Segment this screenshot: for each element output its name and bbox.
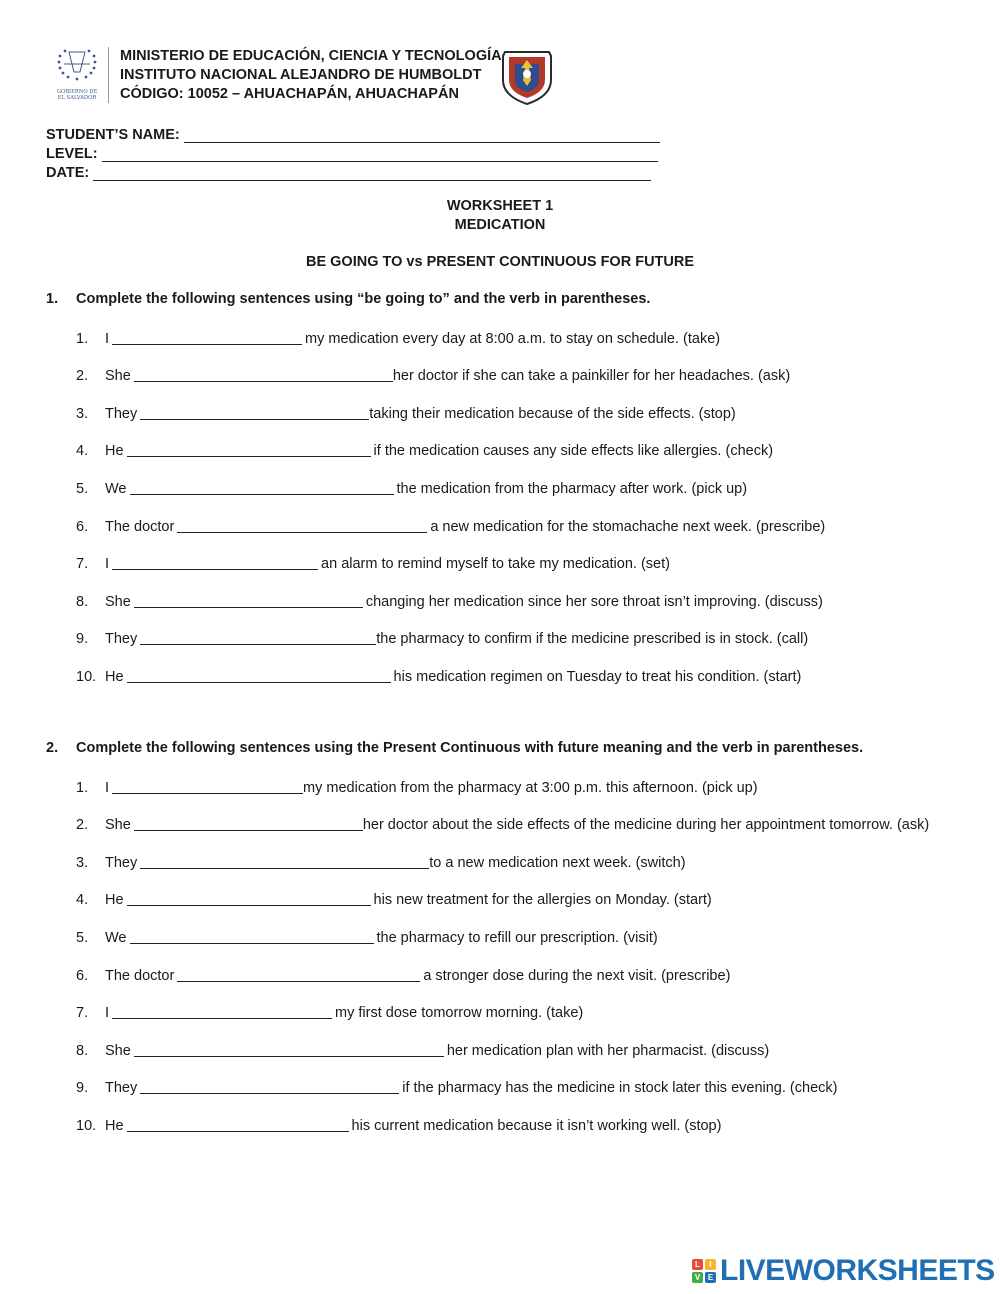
section-2-instruction-text: Complete the following sentences using the Present Continuous with future meaning and the verb in parentheses.: [76, 740, 864, 756]
grammar-subtitle: BE GOING TO vs PRESENT CONTINUOUS FOR FUTURE: [305, 254, 695, 270]
item-subject: They: [105, 1080, 138, 1097]
section-2-items: [76, 758, 929, 1134]
answer-blank[interactable]: [134, 592, 363, 608]
tile-l: L: [692, 1259, 703, 1270]
topic-title: MEDICATION: [454, 217, 546, 233]
item-subject: She: [105, 593, 131, 610]
item-number: 7.: [76, 1005, 89, 1022]
list-item: [76, 647, 825, 685]
answer-blank[interactable]: [134, 815, 363, 831]
item-text: taking their medication because of the side effects. (stop): [369, 405, 736, 422]
gov-logo-line-2: EL SALVADOR: [57, 95, 97, 101]
item-number: 3.: [76, 854, 89, 871]
gov-logo-line-1: GOBIERNO DE: [56, 89, 98, 95]
item-subject: He: [105, 892, 124, 909]
item-subject: They: [105, 854, 138, 871]
answer-blank[interactable]: [140, 1078, 399, 1094]
tile-v: V: [692, 1272, 703, 1283]
item-subject: We: [105, 929, 127, 946]
item-subject: She: [105, 817, 131, 834]
liveworksheets-logo: [692, 1254, 995, 1288]
answer-blank[interactable]: [134, 1041, 444, 1057]
item-text: a new medication for the stomachache next week. (prescribe): [430, 518, 826, 535]
gobierno-el-salvador-logo: [52, 46, 104, 104]
item-text: his medication regimen on Tuesday to treat his condition. (start): [393, 668, 802, 685]
header-divider: [108, 47, 109, 103]
item-text: the pharmacy to refill our prescription. (visit): [376, 929, 658, 946]
list-item: [76, 871, 929, 909]
item-text: the medication from the pharmacy after work. (pick up): [396, 480, 748, 497]
answer-blank[interactable]: [130, 479, 394, 495]
item-number: 9.: [76, 1080, 89, 1097]
item-number: 3.: [76, 405, 89, 422]
item-text: if the pharmacy has the medicine in stock later this evening. (check): [402, 1080, 838, 1097]
item-subject: She: [105, 1042, 131, 1059]
liveworksheets-wordmark: LIVEWORKSHEETS: [720, 1254, 995, 1287]
item-number: 7.: [76, 556, 89, 573]
list-item: [76, 610, 825, 648]
item-subject: We: [105, 480, 127, 497]
list-item: [76, 572, 825, 610]
list-item: [76, 497, 825, 535]
date-field[interactable]: [93, 166, 651, 181]
level-field[interactable]: [102, 147, 658, 162]
section-1-instruction: [46, 291, 650, 307]
answer-blank[interactable]: [177, 517, 427, 533]
answer-blank[interactable]: [112, 1003, 332, 1019]
item-subject: The doctor: [105, 967, 175, 984]
item-number: 4.: [76, 443, 89, 460]
item-text: her medication plan with her pharmacist. (discuss): [446, 1042, 770, 1059]
list-item: [76, 1021, 929, 1059]
list-item: [76, 422, 825, 460]
item-text: his new treatment for the allergies on Monday. (start): [373, 892, 712, 909]
item-number: 2.: [76, 817, 89, 834]
item-number: 5.: [76, 480, 89, 497]
student-name-label: STUDENT’S NAME:: [46, 127, 180, 143]
item-text: my medication from the pharmacy at 3:00 p.m. this afternoon. (pick up): [303, 779, 758, 796]
list-item: [76, 309, 825, 347]
item-subject: He: [105, 443, 124, 460]
item-subject: I: [105, 779, 110, 796]
item-text: the pharmacy to confirm if the medicine prescribed is in stock. (call): [376, 631, 809, 648]
item-subject: I: [105, 1005, 110, 1022]
answer-blank[interactable]: [140, 853, 429, 869]
item-text: my first dose tomorrow morning. (take): [335, 1005, 584, 1022]
institution-header: [120, 47, 502, 104]
section-2-instruction: [46, 740, 863, 756]
list-item: [76, 946, 929, 984]
item-text: an alarm to remind myself to take my medication. (set): [321, 556, 670, 573]
list-item: [76, 833, 929, 871]
student-name-row: [46, 124, 660, 143]
answer-blank[interactable]: [127, 1116, 349, 1132]
list-item: [76, 796, 929, 834]
item-text: if the medication causes any side effects like allergies. (check): [373, 443, 774, 460]
answer-blank[interactable]: [177, 966, 420, 982]
item-number: 6.: [76, 518, 89, 535]
list-item: [76, 1096, 929, 1134]
item-subject: The doctor: [105, 518, 175, 535]
item-text: his current medication because it isn’t working well. (stop): [351, 1117, 722, 1134]
item-number: 2.: [76, 368, 89, 385]
list-item: [76, 758, 929, 796]
item-subject: I: [105, 330, 110, 347]
item-subject: They: [105, 405, 138, 422]
list-item: [76, 1059, 929, 1097]
item-number: 5.: [76, 929, 89, 946]
school-crest-icon: [497, 46, 557, 106]
item-number: 1.: [76, 330, 89, 347]
item-text: a stronger dose during the next visit. (prescribe): [423, 967, 731, 984]
section-2-number: 2.: [46, 740, 59, 756]
section-1-instruction-text: Complete the following sentences using “be going to” and the verb in parentheses.: [76, 291, 651, 307]
item-number: 6.: [76, 967, 89, 984]
answer-blank[interactable]: [127, 890, 371, 906]
date-label: DATE:: [46, 165, 90, 181]
answer-blank[interactable]: [127, 441, 371, 457]
item-text: to a new medication next week. (switch): [429, 854, 686, 871]
item-text: her doctor about the side effects of the medicine during her appointment tomorrow. (ask): [362, 817, 930, 834]
item-number: 4.: [76, 892, 89, 909]
answer-blank[interactable]: [134, 366, 393, 382]
item-subject: They: [105, 631, 138, 648]
item-subject: She: [105, 368, 131, 385]
item-number: 1.: [76, 779, 89, 796]
item-number: 9.: [76, 631, 89, 648]
item-text: her doctor if she can take a painkiller for her headaches. (ask): [392, 368, 791, 385]
item-number: 8.: [76, 1042, 89, 1059]
section-1-number: 1.: [46, 291, 59, 307]
date-row: [46, 162, 660, 181]
item-number: 10.: [76, 668, 97, 685]
answer-blank[interactable]: [130, 928, 374, 944]
item-subject: He: [105, 1117, 124, 1134]
student-info-fields: [46, 124, 660, 181]
list-item: [76, 347, 825, 385]
item-number: 10.: [76, 1117, 97, 1134]
code-line: CÓDIGO: 10052 – AHUACHAPÁN, AHUACHAPÁN: [120, 86, 459, 102]
list-item: [76, 984, 929, 1022]
answer-blank[interactable]: [127, 667, 391, 683]
answer-blank[interactable]: [112, 778, 303, 794]
worksheet-titles: [0, 197, 1000, 235]
tile-i: I: [705, 1259, 716, 1270]
answer-blank[interactable]: [140, 404, 369, 420]
list-item: [76, 908, 929, 946]
item-text: my medication every day at 8:00 a.m. to stay on schedule. (take): [305, 330, 721, 347]
list-item: [76, 459, 825, 497]
answer-blank[interactable]: [112, 329, 302, 345]
answer-blank[interactable]: [140, 629, 376, 645]
institute-line: INSTITUTO NACIONAL ALEJANDRO DE HUMBOLDT: [120, 67, 482, 83]
list-item: [76, 384, 825, 422]
item-number: 8.: [76, 593, 89, 610]
worksheet-title: WORKSHEET 1: [446, 198, 554, 214]
ministry-line: MINISTERIO DE EDUCACIÓN, CIENCIA Y TECNOLOGÍA: [120, 48, 502, 64]
list-item: [76, 535, 825, 573]
item-subject: I: [105, 556, 110, 573]
item-text: changing her medication since her sore throat isn’t improving. (discuss): [365, 593, 823, 610]
answer-blank[interactable]: [112, 554, 318, 570]
liveworksheets-tiles-icon: [692, 1259, 716, 1283]
section-1-items: [76, 309, 825, 685]
level-row: [46, 143, 660, 162]
level-label: LEVEL:: [46, 146, 98, 162]
tile-e: E: [705, 1272, 716, 1283]
student-name-field[interactable]: [184, 128, 660, 143]
item-subject: He: [105, 668, 124, 685]
